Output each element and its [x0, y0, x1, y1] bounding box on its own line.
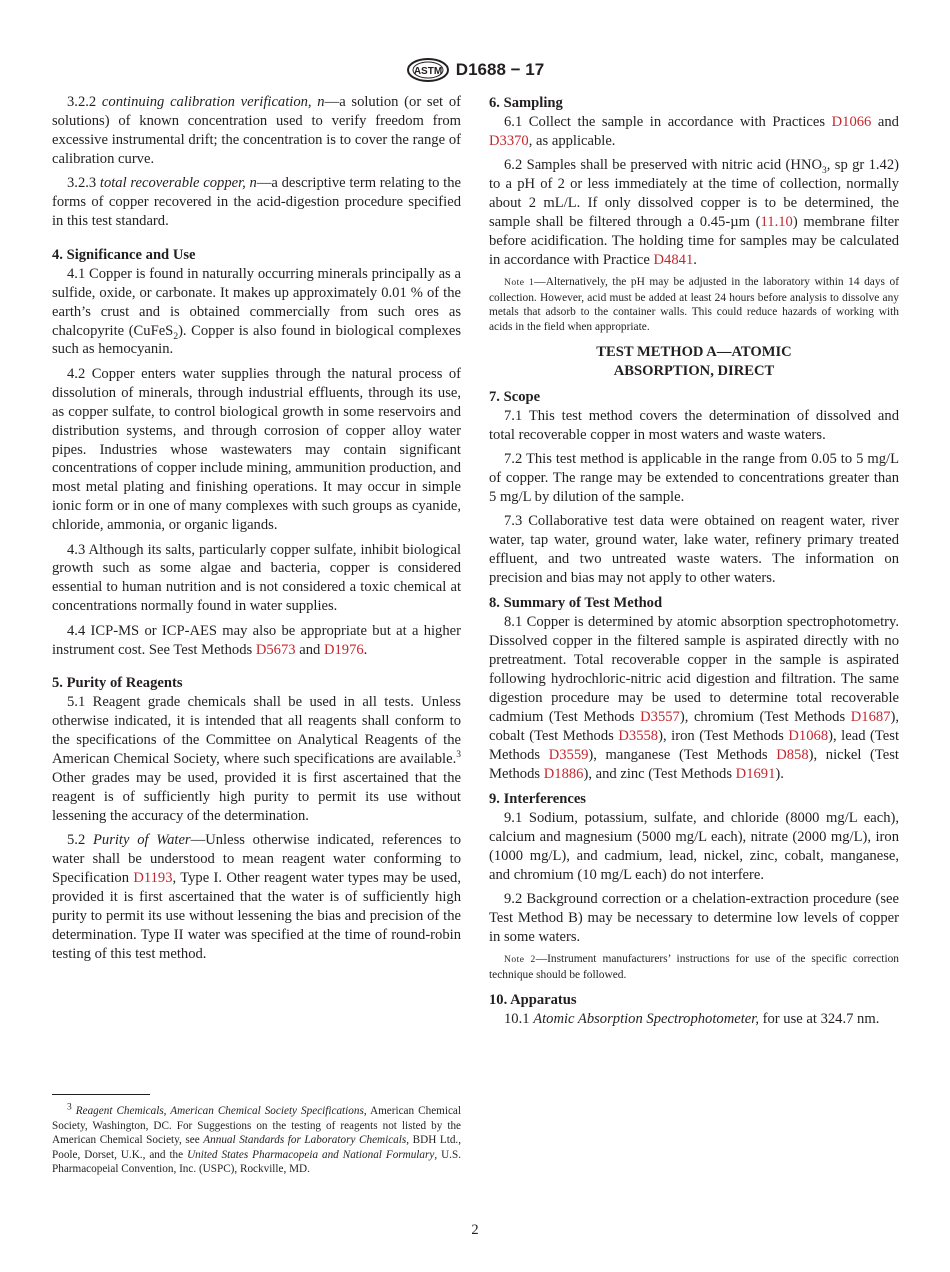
- para-5-1: 5.1 Reagent grade chemicals shall be used in all tests. Unless otherwise indicated, it is intended that all reagents shall conform to the specifications of the Committee on Analytical Reagents of the American Chemical Society, where such specifications are available.$^3$ Other grades may be used, provided it is first ascertained that the reagent is of sufficiently high purity to permit its use without lessening the accuracy of the determination.: [52, 694, 461, 824]
- para-7-1: 7.1 This test method covers the determination of dissolved and total recoverable copper in most waters and waste waters.: [489, 407, 899, 443]
- astm-logo-icon: [406, 58, 450, 82]
- para-7-3: 7.3 Collaborative test data were obtained on reagent water, river water, tap water, ground water, lake water, refinery primary treated effluent, and two untreated waste waters. The information on precision and bias may not apply to other waters.: [489, 513, 899, 586]
- ref-link-d1976[interactable]: D1976: [323, 641, 364, 658]
- left-column: [52, 93, 461, 969]
- para-9-2: 9.2 Background correction or a chelation-extraction procedure (see Test Method B) may be necessary to determine low levels of copper in some waters.: [489, 891, 899, 945]
- ref-link-d1066[interactable]: D1066: [831, 114, 872, 130]
- ref-link-d1193[interactable]: D1193: [133, 870, 173, 887]
- section-8-heading: 8. Summary of Test Method: [489, 595, 663, 612]
- section-6-heading: 6. Sampling: [489, 95, 563, 111]
- ref-link-d5673[interactable]: D5673: [255, 641, 296, 658]
- page-header: [0, 58, 950, 82]
- para-6-2: 6.2 Samples shall be preserved with nitric acid ($HNO_3$, sp gr 1.42) to a pH of 2 or less immediately at the time of collection, normally about 2 mL/L. If only dissolved copper is to be determined, the sample shall be filtered through a 0.45-µm (11.10) membrane filter before acidification. The holding time for samples may be calculated in accordance with Practice D4841.: [489, 157, 899, 268]
- para-6-1: 6.1 Collect the sample in accordance with Practices D1066 and D3370, as applicable.: [489, 114, 899, 149]
- section-10-heading: 10. Apparatus: [489, 992, 577, 1009]
- section-9-heading: 9. Interferences: [489, 790, 586, 807]
- ref-link-d4841[interactable]: D4841: [653, 251, 694, 268]
- para-7-2: 7.2 This test method is applicable in the range from 0.05 to 5 mg/L of copper. The range may be extended to concentrations greater than 5 mg/L by dilution of the sample.: [489, 450, 899, 505]
- ref-link-d858[interactable]: D858: [776, 746, 809, 763]
- section-7-heading: 7. Scope: [489, 388, 541, 405]
- para-4-3: 4.3 Although its salts, particularly copper sulfate, inhibit biological growth such as some algae and bacteria, copper is considered essential to human nutrition and is not considered a toxic chemical at concentrations normally found in water supplies.: [52, 541, 461, 615]
- para-8-1: 8.1 Copper is determined by atomic absorption spectrophotometry. Dissolved copper in the filtered sample is aspirated directly with no pretreatment. Total recoverable copper in the sample is aspirated following hydrochloric-nitric acid digestion and filtration. The same digestion procedure may be used to determine total recoverable cadmium (Test Methods D3557), chromium (Test Methods D1687), cobalt (Test Methods D3558), iron (Test Methods D1068), lead (Test Methods D3559), manganese (Test Methods D858), nickel (Test Methods D1886), and zinc (Test Methods D1691).: [489, 614, 900, 782]
- note-2: Note 2—Instrument manufacturers’ instructions for use of the specific correction technique should be followed.: [489, 953, 900, 981]
- section-4-heading: 4. Significance and Use: [52, 246, 196, 263]
- footnote-divider: [52, 1094, 150, 1095]
- footnote-marker: 3: [456, 750, 461, 761]
- ref-link-11-10[interactable]: 11.10: [760, 214, 793, 231]
- para-9-1: 9.1 Sodium, potassium, sulfate, and chloride (8000 mg/L each), calcium and magnesium (5000 mg/L each), nitrate (2000 mg/L), iron (1000 mg/L), and cadmium, lead, nickel, zinc, cobalt, manganese, and chromium (10 mg/L each) do not interfere.: [489, 809, 899, 883]
- right-column: [489, 93, 899, 1035]
- ref-link-d1886[interactable]: D1886: [543, 765, 584, 782]
- section-5-heading: 5. Purity of Reagents: [52, 675, 183, 692]
- para-3-2-3: 3.2.3 total recoverable copper, n—a descriptive term relating to the forms of copper recovered in the acid-digestion procedure specified in this test standard.: [52, 175, 461, 229]
- ref-link-d3559[interactable]: D3559: [548, 746, 589, 763]
- para-4-1: 4.1 Copper is found in naturally occurring minerals principally as a sulfide, oxide, or carbonate. It makes up approximately 0.01 % of the earth’s crust and is obtained commercially from such ores as chalcopyrite (CuFeS$_2$). Copper is also found in biological complexes such as hemocyanin.: [52, 265, 462, 358]
- ref-link-d1687[interactable]: D1687: [850, 708, 891, 725]
- para-4-4: 4.4 ICP-MS or ICP-AES may also be appropriate but at a higher instrument cost. See Test Methods D5673 and D1976.: [52, 622, 461, 658]
- page-number: 2: [471, 1222, 479, 1238]
- footnote-3: $^3$ Reagent Chemicals, American Chemical Society Specifications, American Chemical Society, Washington, DC. For Suggestions on the testing of reagents not listed by the American Chemical Society, see Annual Standards for Laboratory Chemicals, BDH Ltd., Poole, Dorset, U.K., and the United States Pharmacopeia and National Formulary, U.S. Pharmacopeial Convention, Inc. (USPC), Rockville, MD.: [52, 1102, 462, 1175]
- ref-link-d3370[interactable]: D3370: [489, 132, 529, 149]
- svg-text:ASTM: ASTM: [413, 66, 442, 77]
- ref-link-d3557[interactable]: D3557: [640, 708, 680, 725]
- test-method-a-heading: TEST METHOD A—ATOMIC ABSORPTION, DIRECT: [596, 343, 792, 379]
- para-3-2-2: 3.2.2 continuing calibration verification, n—a solution (or set of solutions) of known concentration used to verify freedom from excessive instrumental drift; the concentration is to cover the range of calibration curve.: [52, 94, 461, 167]
- note-1: Note 1—Alternatively, the pH may be adjusted in the laboratory within 14 days of collection. However, acid must be added at least 24 hours before analysis to dissolve any metals that adsorb to the container walls. This could reduce hazards of working with acids in the field when appropriate.: [489, 276, 899, 334]
- document-code: D1688 − 17: [455, 60, 545, 79]
- ref-link-d1068[interactable]: D1068: [788, 727, 829, 744]
- para-10-1: 10.1 Atomic Absorption Spectrophotometer, for use at 324.7 nm.: [504, 1011, 880, 1028]
- ref-link-d1691[interactable]: D1691: [735, 765, 776, 782]
- para-5-2: 5.2 Purity of Water—Unless otherwise indicated, references to water shall be understood to mean reagent water conforming to Specification D1193, Type I. Other reagent water types may be used, provided it is first ascertained that the water is of sufficiently high purity to permit its use without lessening the bias and precision of the determination. Type II water was specified at the time of round-robin testing of this test method.: [52, 832, 462, 962]
- ref-link-d3558[interactable]: D3558: [618, 727, 659, 744]
- para-4-2: 4.2 Copper enters water supplies through the natural process of dissolution of minerals, through industrial effluents, through its use, as copper sulfate, to control biological growth in some reservoirs and distribution systems, and through corrosion of copper alloy water pipes. Industries whose wastewaters may contain significant concentrations of copper include mining, ammunition production, and most metal plating and finishing operations. It may occur in simple ionic form or in one of many complexes with such groups as cyanide, chloride, ammonia, or organic ligands.: [52, 365, 461, 534]
